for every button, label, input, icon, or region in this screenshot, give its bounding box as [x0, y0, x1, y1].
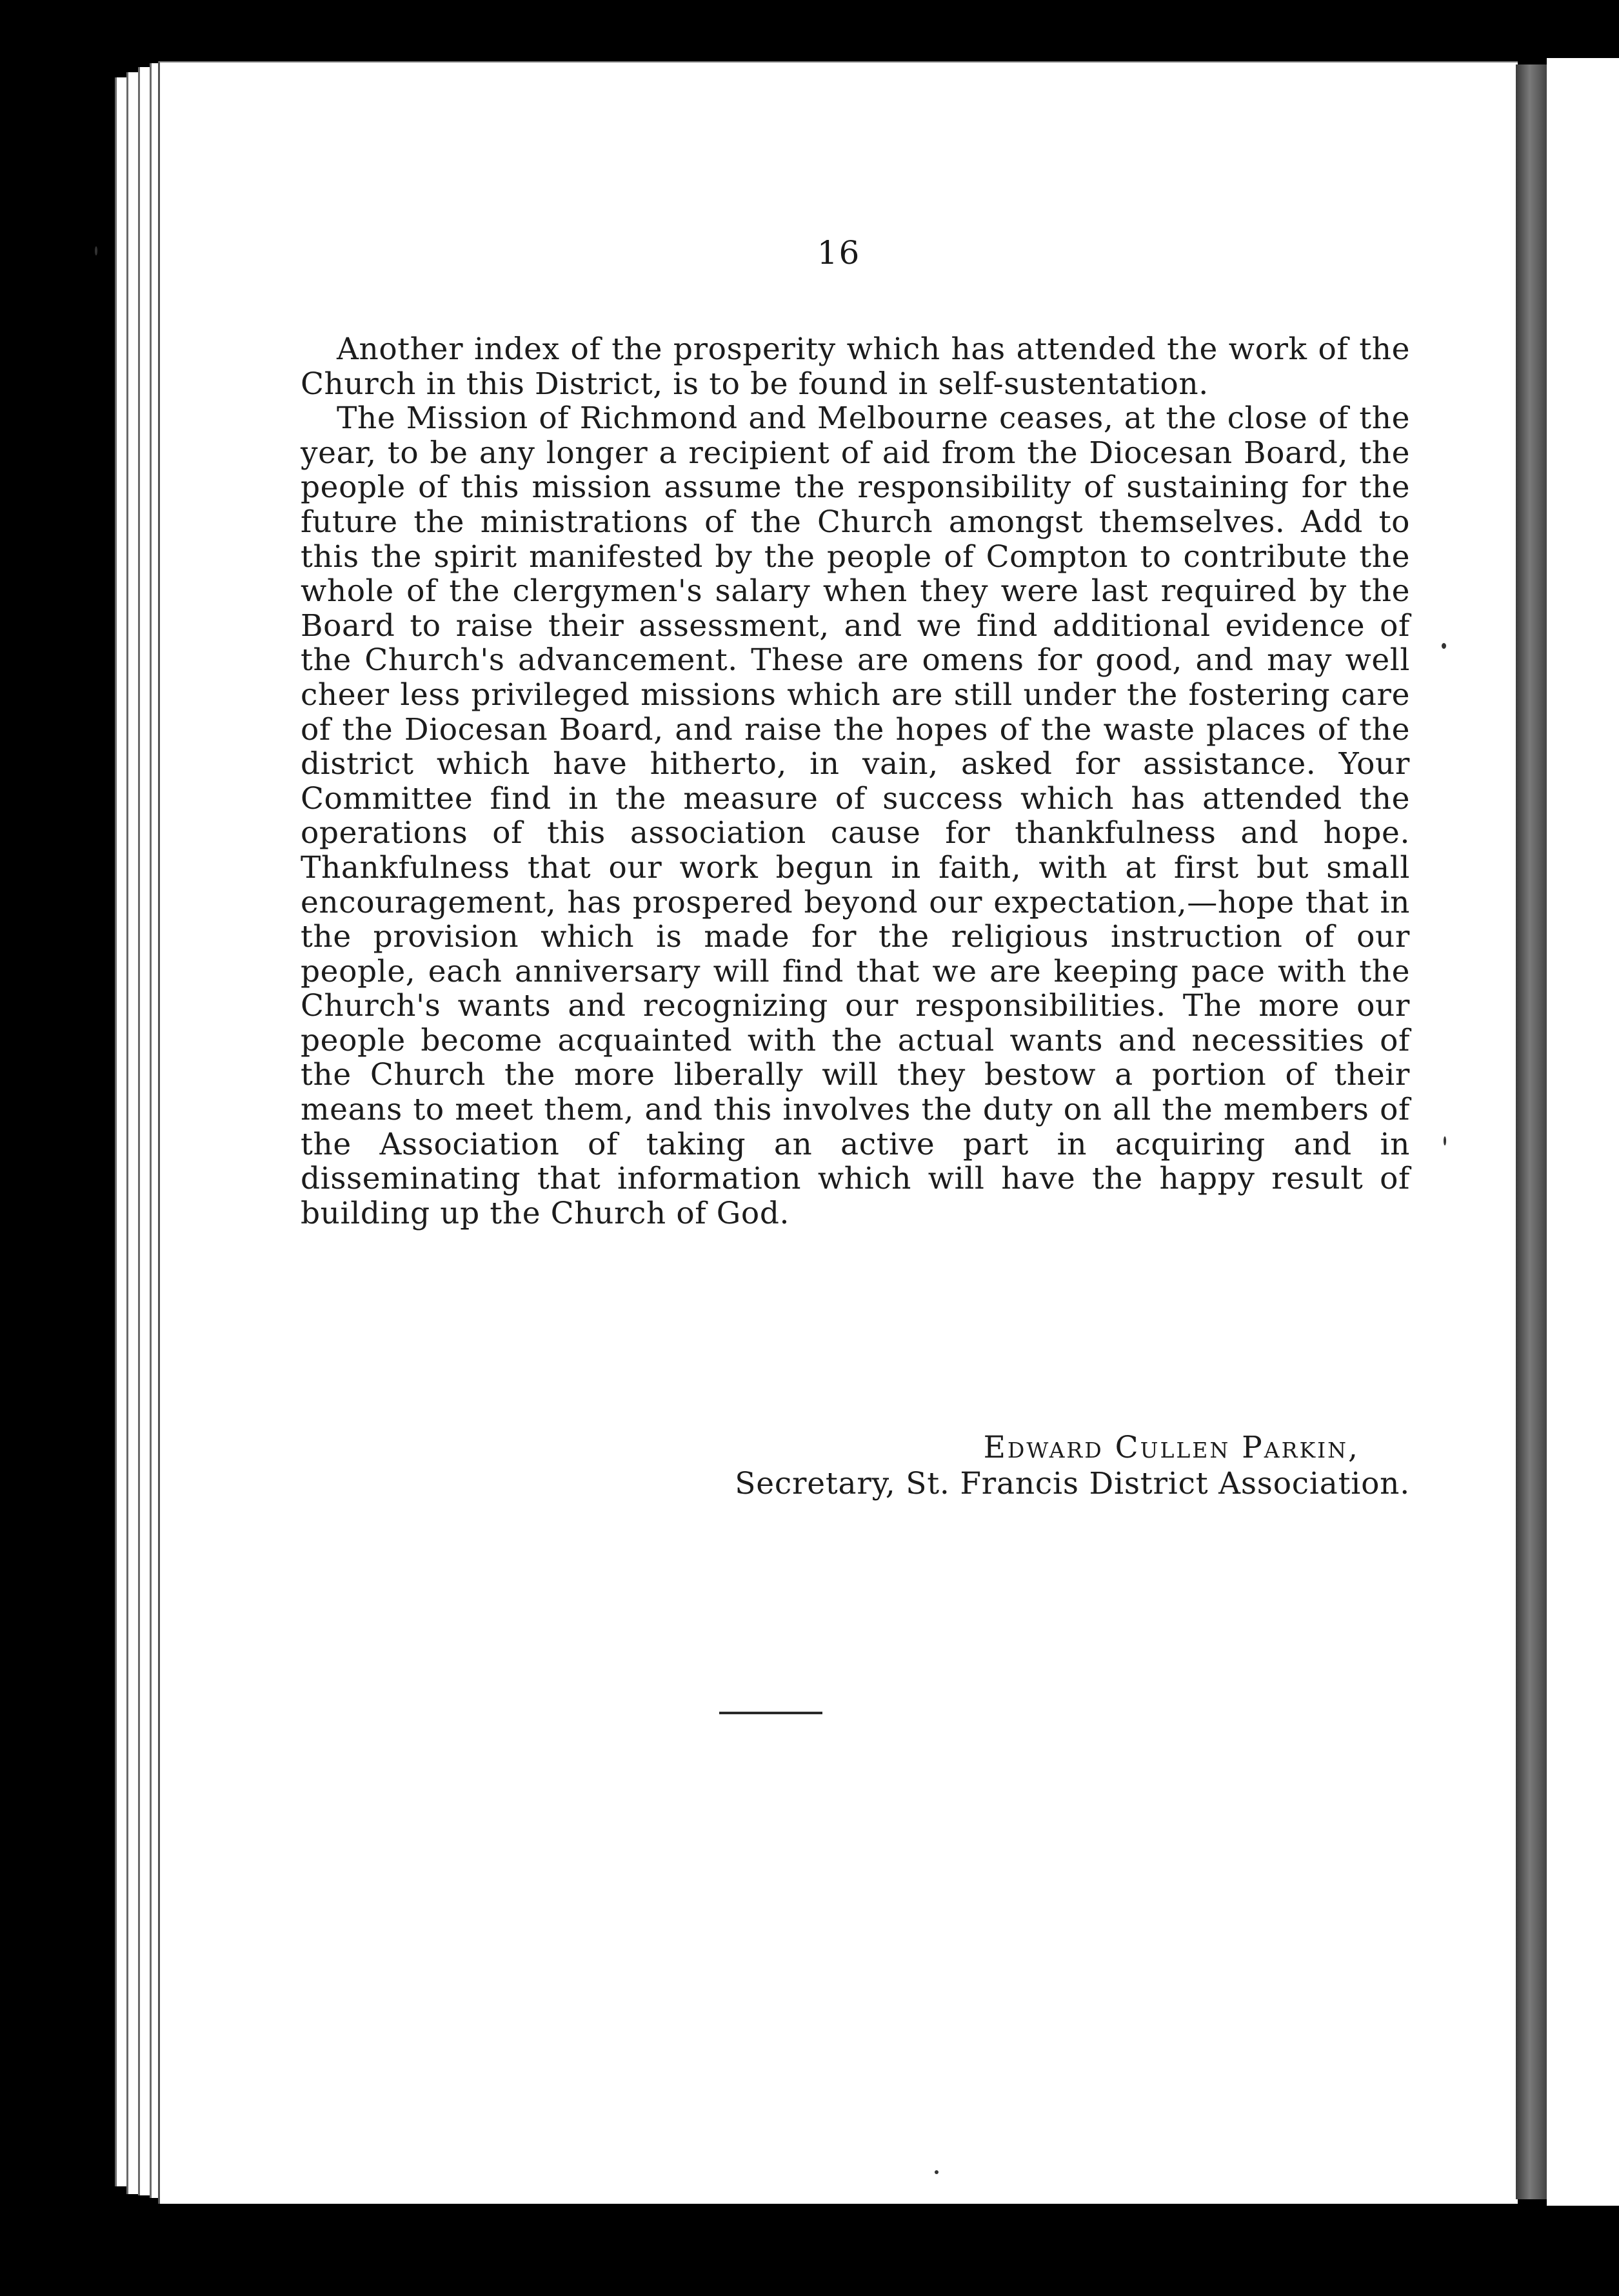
signature-title: Secretary, St. Francis District Association.: [735, 1466, 1410, 1501]
signature-name: Edward Cullen Parkin,: [983, 1430, 1360, 1465]
print-speck: [935, 2170, 939, 2174]
paragraph: Another index of the prosperity which has attended the work of the Church in this District, is to be found in self-sustentation.: [301, 332, 1410, 402]
print-speck: [1442, 643, 1446, 649]
closing-rule: [719, 1712, 822, 1714]
body-text: [301, 332, 1410, 1231]
paragraph: The Mission of Richmond and Melbourne ceases, at the close of the year, to be any longer a recipient of aid from the Diocesan Board, the people of this mission assume the responsibility of sustaining for the future the ministrations of the Church amongst themselves. Add to this the spirit manifested by the people of Compton to contribute the whole of the clergymen's salary when they were last required by the Board to raise their assessment, and we find additional evidence of the Church's advancement. These are omens for good, and may well cheer less privileged missions which are still under the fostering care of the Diocesan Board, and raise the hopes of the waste places of the district which have hitherto, in vain, asked for assistance. Your Committee find in the measure of success which has attended the operations of this association cause for thankfulness and hope. Thankfulness that our work begun in faith, with at first but small encouragement, has prospered beyond our expectation,—hope that in the provision which is made for the religious instruction of our people, each anniversary will find that we are keeping pace with the Church's wants and recognizing our responsibilities. The more our people become acquainted with the actual wants and necessities of the Church the more liberally will they bestow a portion of their means to meet them, and this involves the duty on all the members of the Association of taking an active part in acquiring and in disseminating that information which will have the happy result of building up the Church of God.: [301, 401, 1410, 1231]
print-speck: [95, 246, 97, 255]
page-binding-shadow: [1516, 64, 1547, 2199]
page-number: 16: [817, 234, 861, 272]
document-page: [158, 61, 1518, 2204]
signature-block: [301, 1430, 1410, 1502]
scan-margin: [1547, 58, 1619, 2206]
print-speck: [1444, 1136, 1446, 1145]
